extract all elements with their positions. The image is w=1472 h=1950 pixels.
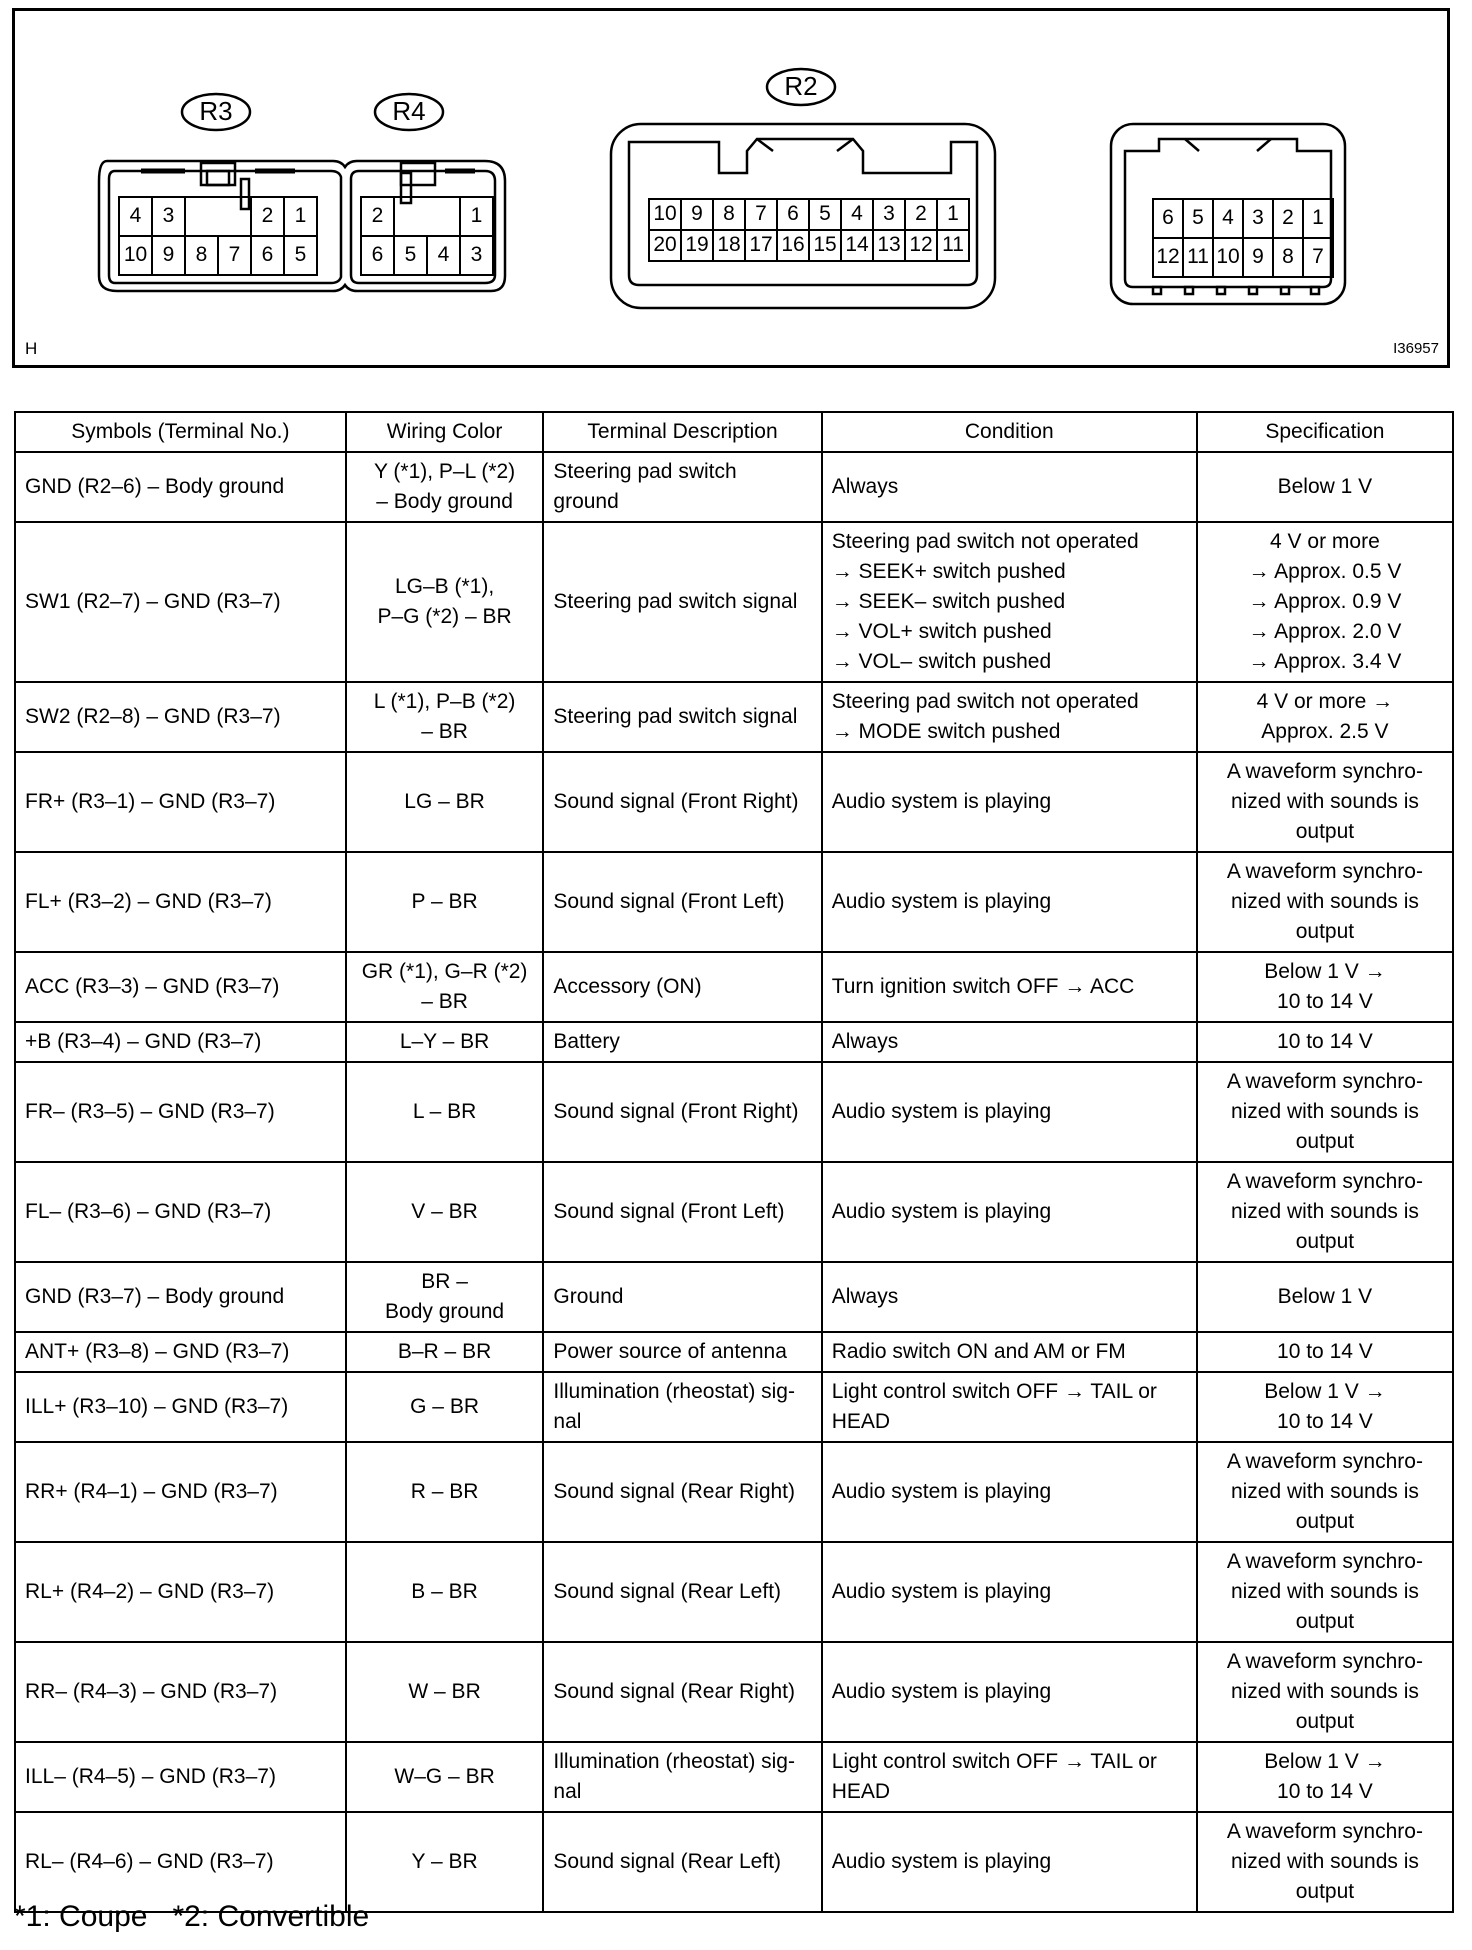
r4-pin: 1 xyxy=(470,204,483,228)
r2-pin: 18 xyxy=(717,233,741,257)
figure-id: I36957 xyxy=(1393,340,1439,357)
specification-cell xyxy=(1197,1642,1453,1742)
specification-line: Below 1 V xyxy=(1277,1285,1373,1308)
specification-line: Below 1 V → xyxy=(1264,960,1386,983)
wiring-color-cell xyxy=(346,1542,544,1642)
wiring-color-line: R – BR xyxy=(410,1480,479,1503)
condition-line: Audio system is playing xyxy=(831,1200,1052,1223)
r4-pin: 6 xyxy=(371,243,384,267)
description-line: Steering pad switch xyxy=(553,460,737,483)
table-row xyxy=(15,1442,1453,1542)
condition-line: Radio switch ON and AM or FM xyxy=(831,1340,1126,1363)
r3-pin-grid xyxy=(119,197,317,275)
condition-line: → MODE switch pushed xyxy=(831,720,1061,743)
symbol-cell: RL– (R4–6) – GND (R3–7) xyxy=(15,1812,346,1912)
r2-pin: 4 xyxy=(851,202,863,226)
wiring-color-cell xyxy=(346,1372,544,1442)
wiring-color-line: V – BR xyxy=(411,1200,478,1223)
specification-cell xyxy=(1197,1742,1453,1812)
specification-cell xyxy=(1197,682,1453,752)
specification-line: → Approx. 0.5 V xyxy=(1248,560,1402,583)
wiring-color-line: L – BR xyxy=(412,1100,477,1123)
specification-line: nized with sounds is xyxy=(1230,1100,1419,1123)
description-cell xyxy=(543,1442,821,1542)
wiring-color-cell xyxy=(346,1262,544,1332)
connector-label-r3: R3 xyxy=(199,95,233,126)
r3-pin: 1 xyxy=(294,204,307,228)
wiring-color-cell xyxy=(346,1332,544,1372)
specification-line: A waveform synchro- xyxy=(1226,1820,1423,1843)
condition-line: → SEEK+ switch pushed xyxy=(831,560,1066,583)
r2-pin: 2 xyxy=(915,202,927,226)
condition-cell xyxy=(822,1812,1197,1912)
r2-pin: 8 xyxy=(723,202,735,226)
table-row xyxy=(15,1332,1453,1372)
description-line: Sound signal (Rear Left) xyxy=(553,1850,782,1873)
r3-pin: 4 xyxy=(129,204,142,228)
specification-cell xyxy=(1197,952,1453,1022)
specification-line: 4 V or more → xyxy=(1256,690,1394,713)
footnote: *1: Coupe *2: Convertible xyxy=(14,1900,370,1933)
symbol-cell: ANT+ (R3–8) – GND (R3–7) xyxy=(15,1332,346,1372)
description-cell xyxy=(543,1022,821,1062)
wiring-color-line: L–Y – BR xyxy=(399,1030,490,1053)
specification-line: 10 to 14 V xyxy=(1277,1340,1373,1363)
condition-cell xyxy=(822,1642,1197,1742)
description-line: Battery xyxy=(553,1030,620,1053)
wiring-color-cell xyxy=(346,1812,544,1912)
condition-line: Audio system is playing xyxy=(831,1680,1052,1703)
connector-diagram xyxy=(12,8,1450,368)
specification-line: 10 to 14 V xyxy=(1277,1780,1373,1803)
wiring-color-cell xyxy=(346,852,544,952)
condition-line: → VOL– switch pushed xyxy=(831,650,1052,673)
r3-pin: 9 xyxy=(162,243,175,267)
specification-cell xyxy=(1197,752,1453,852)
symbol-cell: +B (R3–4) – GND (R3–7) xyxy=(15,1022,346,1062)
r2-pin: 11 xyxy=(942,233,964,257)
connector-label-r2: R2 xyxy=(784,70,818,101)
r4-pin: 3 xyxy=(470,243,483,267)
description-line: Steering pad switch signal xyxy=(553,590,798,613)
figure-code-left: H xyxy=(25,339,38,358)
wiring-color-line: P–G (*2) – BR xyxy=(377,605,512,628)
specification-line: nized with sounds is xyxy=(1230,890,1419,913)
specification-cell xyxy=(1197,1262,1453,1332)
description-line: Sound signal (Front Right) xyxy=(553,1100,799,1123)
description-cell xyxy=(543,1262,821,1332)
specification-line: nized with sounds is xyxy=(1230,1480,1419,1503)
symbol-cell: RR+ (R4–1) – GND (R3–7) xyxy=(15,1442,346,1542)
table-row xyxy=(15,522,1453,682)
wiring-color-line: – BR xyxy=(421,990,468,1013)
condition-cell xyxy=(822,1372,1197,1442)
wiring-color-line: BR – xyxy=(421,1270,468,1293)
condition-cell xyxy=(822,1162,1197,1262)
description-cell xyxy=(543,1812,821,1912)
table-row xyxy=(15,452,1453,522)
specification-cell xyxy=(1197,1332,1453,1372)
wiring-color-cell xyxy=(346,1022,544,1062)
conn12-pin: 1 xyxy=(1312,206,1324,230)
wiring-color-cell xyxy=(346,1742,544,1812)
wiring-color-cell xyxy=(346,1442,544,1542)
table-row xyxy=(15,682,1453,752)
table-row xyxy=(15,1642,1453,1742)
conn12-pin: 12 xyxy=(1156,245,1180,269)
condition-line: → VOL+ switch pushed xyxy=(831,620,1052,643)
description-cell xyxy=(543,522,821,682)
conn12-pin-grid xyxy=(1153,199,1333,277)
table-row xyxy=(15,1742,1453,1812)
conn12-pin: 5 xyxy=(1192,206,1204,230)
description-line: Ground xyxy=(553,1285,624,1308)
r4-pin: 2 xyxy=(371,204,384,228)
condition-cell xyxy=(822,1332,1197,1372)
description-cell xyxy=(543,952,821,1022)
r4-pin: 5 xyxy=(404,243,417,267)
r2-pin: 1 xyxy=(947,202,959,226)
specification-cell xyxy=(1197,1062,1453,1162)
condition-cell xyxy=(822,752,1197,852)
wiring-color-line: LG–B (*1), xyxy=(394,575,495,598)
condition-line: Audio system is playing xyxy=(831,890,1052,913)
specification-line: A waveform synchro- xyxy=(1226,1070,1423,1093)
condition-line: Always xyxy=(831,475,899,498)
specification-line: 4 V or more xyxy=(1270,530,1380,553)
wiring-color-line: L (*1), P–B (*2) xyxy=(373,690,516,713)
wiring-color-cell xyxy=(346,952,544,1022)
table-row xyxy=(15,852,1453,952)
wiring-color-cell xyxy=(346,1642,544,1742)
conn12-pin: 9 xyxy=(1252,245,1264,269)
r3-pin: 7 xyxy=(228,243,241,267)
r2-pin: 12 xyxy=(909,233,933,257)
description-cell xyxy=(543,1162,821,1262)
r2-pin: 20 xyxy=(653,233,677,257)
description-cell xyxy=(543,1372,821,1442)
description-line: Illumination (rheostat) sig- xyxy=(553,1380,795,1403)
specification-line: nized with sounds is xyxy=(1230,1200,1419,1223)
specification-line: A waveform synchro- xyxy=(1226,1650,1423,1673)
wiring-color-cell xyxy=(346,1062,544,1162)
header-wiring-color: Wiring Color xyxy=(346,412,544,452)
wiring-color-line: – BR xyxy=(421,720,468,743)
table-row xyxy=(15,1542,1453,1642)
specification-cell xyxy=(1197,1372,1453,1442)
specification-line: Below 1 V xyxy=(1277,475,1373,498)
condition-cell xyxy=(822,452,1197,522)
r2-pin: 16 xyxy=(781,233,805,257)
condition-line: Audio system is playing xyxy=(831,1480,1052,1503)
table-header-row xyxy=(15,412,1453,452)
conn12-pin: 4 xyxy=(1222,206,1234,230)
condition-cell xyxy=(822,952,1197,1022)
specification-line: → Approx. 2.0 V xyxy=(1248,620,1402,643)
description-line: ground xyxy=(553,490,619,513)
specification-cell xyxy=(1197,452,1453,522)
description-cell xyxy=(543,1332,821,1372)
specification-cell xyxy=(1197,852,1453,952)
condition-cell xyxy=(822,1442,1197,1542)
condition-line: → SEEK– switch pushed xyxy=(831,590,1066,613)
description-line: Sound signal (Front Left) xyxy=(553,1200,785,1223)
specification-line: → Approx. 3.4 V xyxy=(1248,650,1402,673)
description-line: Accessory (ON) xyxy=(553,975,702,998)
r4-pin: 4 xyxy=(437,243,450,267)
condition-line: Audio system is playing xyxy=(831,1100,1052,1123)
symbol-cell: ACC (R3–3) – GND (R3–7) xyxy=(15,952,346,1022)
symbol-cell: GND (R2–6) – Body ground xyxy=(15,452,346,522)
description-line: Illumination (rheostat) sig- xyxy=(553,1750,795,1773)
condition-line: Audio system is playing xyxy=(831,1850,1052,1873)
symbol-cell: FR+ (R3–1) – GND (R3–7) xyxy=(15,752,346,852)
description-cell xyxy=(543,1642,821,1742)
condition-cell xyxy=(822,1262,1197,1332)
condition-cell xyxy=(822,1022,1197,1062)
specification-line: Approx. 2.5 V xyxy=(1261,720,1389,743)
symbol-cell: FR– (R3–5) – GND (R3–7) xyxy=(15,1062,346,1162)
specification-line: Below 1 V → xyxy=(1264,1750,1386,1773)
header-symbols: Symbols (Terminal No.) xyxy=(15,412,346,452)
wiring-color-line: W – BR xyxy=(408,1680,481,1703)
r2-pin: 9 xyxy=(691,202,703,226)
r2-pin: 5 xyxy=(819,202,831,226)
symbol-cell: SW2 (R2–8) – GND (R3–7) xyxy=(15,682,346,752)
specification-cell xyxy=(1197,1542,1453,1642)
description-cell xyxy=(543,1542,821,1642)
specification-cell xyxy=(1197,522,1453,682)
wiring-color-line: W–G – BR xyxy=(394,1765,495,1788)
condition-cell xyxy=(822,1542,1197,1642)
r2-pin: 7 xyxy=(755,202,767,226)
table-row xyxy=(15,952,1453,1022)
specification-cell xyxy=(1197,1442,1453,1542)
symbol-cell: RR– (R4–3) – GND (R3–7) xyxy=(15,1642,346,1742)
r2-pin: 17 xyxy=(749,233,773,257)
symbol-cell: SW1 (R2–7) – GND (R3–7) xyxy=(15,522,346,682)
connector-label-r4: R4 xyxy=(392,95,426,126)
conn12-pin: 8 xyxy=(1282,245,1294,269)
conn12-pin: 11 xyxy=(1187,245,1209,269)
r3-pin: 6 xyxy=(261,243,274,267)
specification-line: output xyxy=(1295,920,1355,943)
header-specification: Specification xyxy=(1197,412,1453,452)
wiring-color-line: GR (*1), G–R (*2) xyxy=(361,960,528,983)
specification-line: output xyxy=(1295,1130,1355,1153)
table-row xyxy=(15,1812,1453,1912)
wiring-color-cell xyxy=(346,682,544,752)
wiring-color-cell xyxy=(346,452,544,522)
condition-line: Steering pad switch not operated xyxy=(831,690,1139,713)
condition-line: Audio system is playing xyxy=(831,1580,1052,1603)
specification-line: A waveform synchro- xyxy=(1226,1170,1423,1193)
condition-line: Steering pad switch not operated xyxy=(831,530,1139,553)
description-line: Sound signal (Rear Right) xyxy=(553,1680,796,1703)
specification-line: output xyxy=(1295,1230,1355,1253)
table-row xyxy=(15,1062,1453,1162)
header-condition: Condition xyxy=(822,412,1197,452)
specification-cell xyxy=(1197,1812,1453,1912)
wiring-color-line: B–R – BR xyxy=(397,1340,492,1363)
description-line: Sound signal (Front Right) xyxy=(553,790,799,813)
wiring-color-cell xyxy=(346,522,544,682)
specification-line: output xyxy=(1295,820,1355,843)
r2-pin: 15 xyxy=(813,233,837,257)
condition-cell xyxy=(822,682,1197,752)
wiring-color-cell xyxy=(346,1162,544,1262)
r2-pin: 10 xyxy=(653,202,677,226)
conn12-pin: 3 xyxy=(1252,206,1264,230)
symbol-cell: ILL– (R4–5) – GND (R3–7) xyxy=(15,1742,346,1812)
condition-cell xyxy=(822,1062,1197,1162)
symbol-cell: FL– (R3–6) – GND (R3–7) xyxy=(15,1162,346,1262)
description-line: Sound signal (Rear Left) xyxy=(553,1580,782,1603)
specification-line: nized with sounds is xyxy=(1230,790,1419,813)
description-cell xyxy=(543,852,821,952)
specification-line: A waveform synchro- xyxy=(1226,760,1423,783)
specification-line: 10 to 14 V xyxy=(1277,1030,1373,1053)
r3-pin: 10 xyxy=(123,243,148,267)
description-line: Sound signal (Rear Right) xyxy=(553,1480,796,1503)
specification-line: nized with sounds is xyxy=(1230,1850,1419,1873)
specification-line: A waveform synchro- xyxy=(1226,1450,1423,1473)
r2-pin: 19 xyxy=(685,233,709,257)
specification-line: output xyxy=(1295,1880,1355,1903)
wiring-color-line: LG – BR xyxy=(404,790,485,813)
r2-pin: 6 xyxy=(787,202,799,226)
description-cell xyxy=(543,452,821,522)
terminal-spec-table xyxy=(14,411,1454,1913)
conn12-pin: 6 xyxy=(1162,206,1174,230)
symbol-cell: FL+ (R3–2) – GND (R3–7) xyxy=(15,852,346,952)
specification-line: output xyxy=(1295,1510,1355,1533)
r2-pin: 14 xyxy=(845,233,869,257)
specification-line: 10 to 14 V xyxy=(1277,1410,1373,1433)
wiring-color-line: – Body ground xyxy=(376,490,513,513)
specification-line: → Approx. 0.9 V xyxy=(1248,590,1402,613)
table-row xyxy=(15,1162,1453,1262)
conn12-pin: 10 xyxy=(1216,245,1240,269)
description-cell xyxy=(543,1062,821,1162)
specification-cell xyxy=(1197,1162,1453,1262)
wiring-color-line: Body ground xyxy=(385,1300,505,1323)
wiring-color-line: Y – BR xyxy=(411,1850,478,1873)
condition-line: Audio system is playing xyxy=(831,790,1052,813)
description-line: nal xyxy=(553,1780,582,1803)
specification-line: output xyxy=(1295,1610,1355,1633)
specification-line: A waveform synchro- xyxy=(1226,1550,1423,1573)
wiring-color-line: B – BR xyxy=(411,1580,478,1603)
description-line: nal xyxy=(553,1410,582,1433)
table-row xyxy=(15,752,1453,852)
table-row xyxy=(15,1372,1453,1442)
condition-cell xyxy=(822,852,1197,952)
wiring-color-line: P – BR xyxy=(411,890,478,913)
condition-line: Always xyxy=(831,1030,899,1053)
description-line: Steering pad switch signal xyxy=(553,705,798,728)
r2-pin: 13 xyxy=(877,233,901,257)
symbol-cell: ILL+ (R3–10) – GND (R3–7) xyxy=(15,1372,346,1442)
specification-line: 10 to 14 V xyxy=(1277,990,1373,1013)
conn12-pin: 2 xyxy=(1282,206,1294,230)
condition-cell xyxy=(822,1742,1197,1812)
condition-line: HEAD xyxy=(831,1780,891,1803)
condition-line: Light control switch OFF → TAIL or xyxy=(831,1750,1157,1773)
header-terminal-description: Terminal Description xyxy=(543,412,821,452)
description-cell xyxy=(543,752,821,852)
specification-line: A waveform synchro- xyxy=(1226,860,1423,883)
wiring-color-cell xyxy=(346,752,544,852)
description-line: Power source of antenna xyxy=(553,1340,787,1363)
table-row xyxy=(15,1022,1453,1062)
condition-line: Turn ignition switch OFF → ACC xyxy=(831,975,1135,998)
table-row xyxy=(15,1262,1453,1332)
specification-line: Below 1 V → xyxy=(1264,1380,1386,1403)
condition-line: HEAD xyxy=(831,1410,891,1433)
specification-cell xyxy=(1197,1022,1453,1062)
conn12-pin: 7 xyxy=(1312,245,1324,269)
symbol-cell: RL+ (R4–2) – GND (R3–7) xyxy=(15,1542,346,1642)
r3-pin: 3 xyxy=(162,204,175,228)
description-cell xyxy=(543,682,821,752)
r3-pin: 8 xyxy=(195,243,208,267)
wiring-color-line: Y (*1), P–L (*2) xyxy=(373,460,516,483)
symbol-cell: GND (R3–7) – Body ground xyxy=(15,1262,346,1332)
description-line: Sound signal (Front Left) xyxy=(553,890,785,913)
specification-line: nized with sounds is xyxy=(1230,1580,1419,1603)
description-cell xyxy=(543,1742,821,1812)
condition-line: Always xyxy=(831,1285,899,1308)
wiring-color-line: G – BR xyxy=(410,1395,479,1418)
r3-pin: 2 xyxy=(261,204,274,228)
r3-pin: 5 xyxy=(294,243,307,267)
r2-pin: 3 xyxy=(883,202,895,226)
condition-line: Light control switch OFF → TAIL or xyxy=(831,1380,1157,1403)
specification-line: nized with sounds is xyxy=(1230,1680,1419,1703)
condition-cell xyxy=(822,522,1197,682)
specification-line: output xyxy=(1295,1710,1355,1733)
connector-drawing xyxy=(15,11,1447,365)
